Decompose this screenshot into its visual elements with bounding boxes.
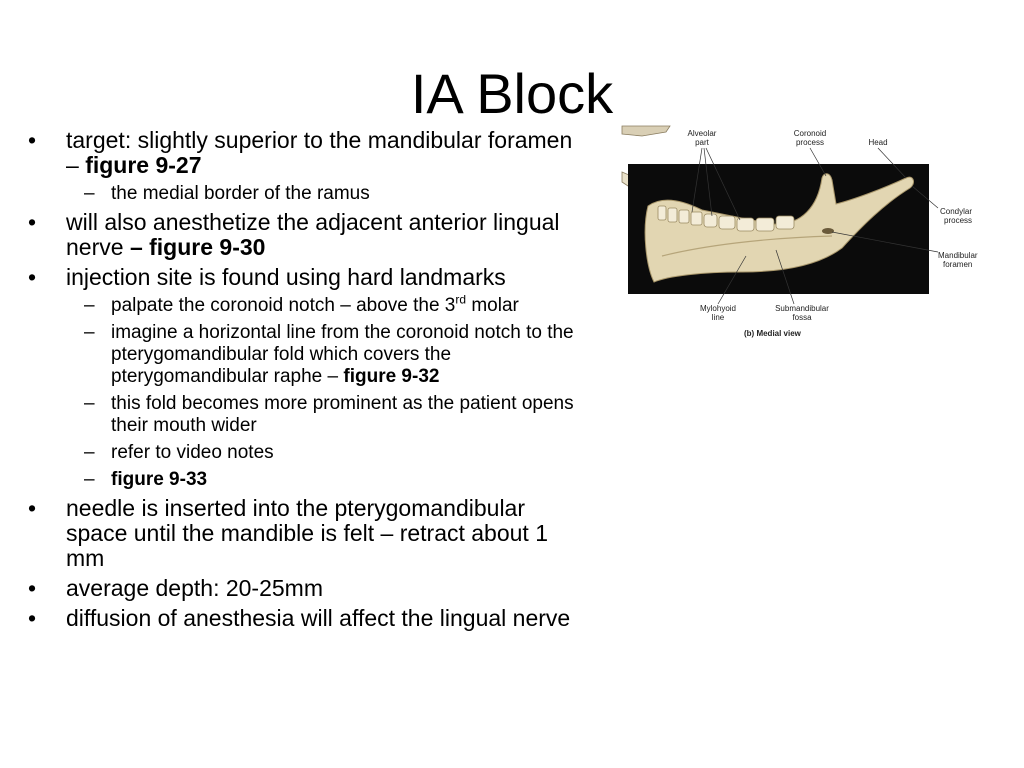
bullet-symbol: • xyxy=(28,575,37,601)
tooth xyxy=(719,216,735,229)
bullet-lingual-nerve: • will also anesthetize the adjacent anterior lingual nerve – figure 9-30 xyxy=(28,209,560,260)
bullet-symbol: • xyxy=(28,209,37,235)
label-mylohyoid-line: line xyxy=(711,313,725,322)
bullet-symbol: • xyxy=(28,495,37,521)
bullet-needle-inserted: • needle is inserted into the pterygomandibular space until the mandible is felt – retract about 1 mm xyxy=(28,495,549,571)
label-condylar: Condylar xyxy=(940,207,973,216)
bullet-list xyxy=(28,128,588,636)
label-submandibular-fossa: fossa xyxy=(792,313,812,322)
bullet-symbol: • xyxy=(28,264,37,290)
dash-symbol: – xyxy=(84,442,95,463)
tooth xyxy=(668,208,677,222)
bullet-symbol: • xyxy=(28,605,37,631)
slide-title: IA Block xyxy=(410,62,614,125)
sub-bullet-palpate: – palpate the coronoid notch – above the 3rd molar xyxy=(84,292,519,316)
tooth xyxy=(704,214,717,227)
skull-fragment-top xyxy=(622,126,670,136)
tooth xyxy=(737,218,754,231)
label-mandibular: Mandibular xyxy=(938,251,978,260)
sub-bullet-figure-9-33: – figure 9-33 xyxy=(84,469,208,490)
label-condylar-process: process xyxy=(944,216,973,225)
bullet-target: • target: slightly superior to the mandibular foramen – figure 9-27 xyxy=(28,127,573,178)
dash-symbol: – xyxy=(84,322,95,343)
figure-caption: (b) Medial view xyxy=(744,329,801,338)
label-mandibular-foramen: foramen xyxy=(943,260,973,269)
label-head: Head xyxy=(868,138,888,147)
tooth xyxy=(756,218,774,231)
label-mylohyoid: Mylohyoid xyxy=(699,304,737,313)
tooth xyxy=(679,210,689,223)
label-submandibular: Submandibular xyxy=(775,304,829,313)
bullet-diffusion: • diffusion of anesthesia will affect the lingual nerve xyxy=(28,605,571,631)
label-coronoid: Coronoid xyxy=(793,129,827,138)
sub-bullet-fold-prominent: – this fold becomes more prominent as the patient opens their mouth wider xyxy=(84,393,574,436)
sub-bullet-imagine-line: – imagine a horizontal line from the coronoid notch to the pterygomandibular fold which covers the pterygomandibular raphe – figure 9-32 xyxy=(84,322,574,387)
sub-bullet-medial-border: – the medial border of the ramus xyxy=(84,183,370,204)
label-alveolar-part: part xyxy=(695,138,709,147)
label-alveolar: Alveolar xyxy=(687,129,717,138)
dash-symbol: – xyxy=(84,393,95,414)
bullet-injection-site: • injection site is found using hard landmarks xyxy=(28,264,506,290)
tooth xyxy=(776,216,794,229)
mandible-figure xyxy=(622,126,978,342)
bullet-symbol: • xyxy=(28,127,37,153)
mandible-medial-view-illustration xyxy=(622,126,978,342)
label-coronoid-process: process xyxy=(795,138,825,147)
dash-symbol: – xyxy=(84,183,95,204)
dash-symbol: – xyxy=(84,295,95,316)
sub-bullet-video-notes: – refer to video notes xyxy=(84,442,274,463)
tooth xyxy=(691,212,702,225)
tooth xyxy=(658,206,666,220)
dash-symbol: – xyxy=(84,469,95,490)
mandibular-foramen-mark xyxy=(822,228,834,234)
bullet-average-depth: • average depth: 20-25mm xyxy=(28,575,323,601)
